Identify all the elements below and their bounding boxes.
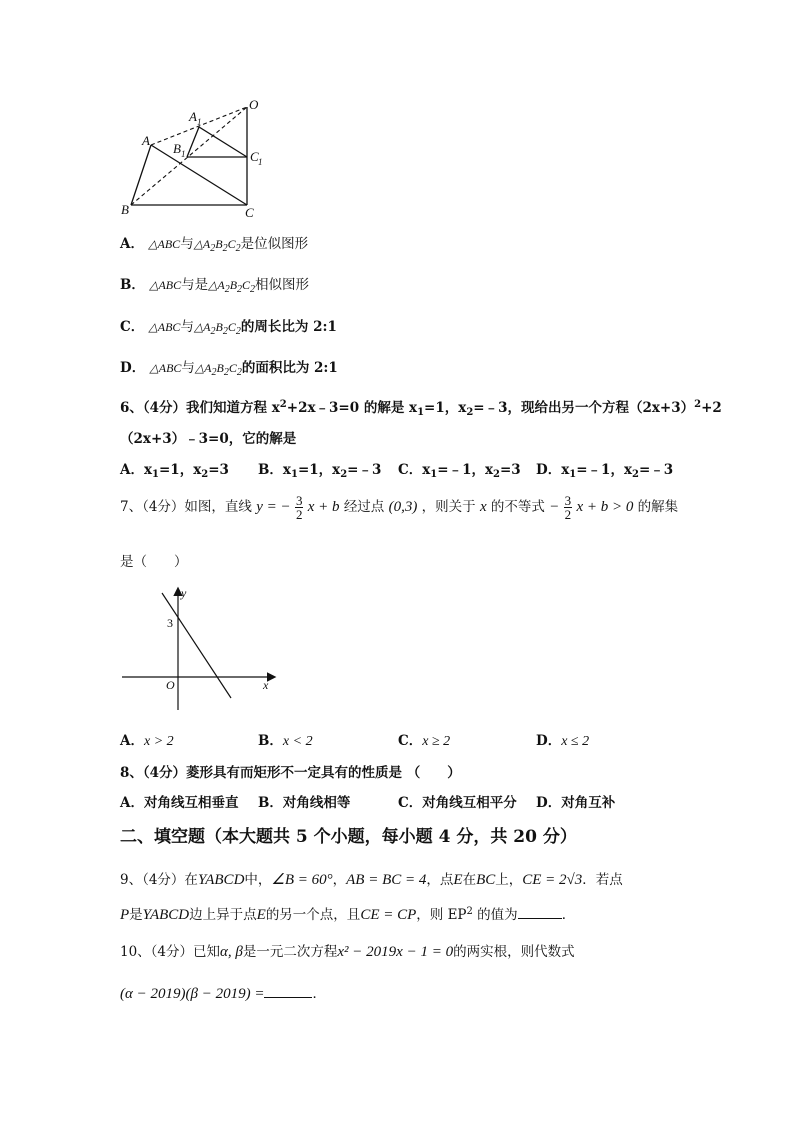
q10-stem-line1: 10、（4分）已知α, β是一元二次方程x² − 2019x − 1 = 0的两实根，则代数式 [120, 944, 575, 960]
q9-stem-line1: 9、（4分）在YABCD中，∠B = 60°，AB = BC = 4，点E在BC上，CE = 2√3．若点 [120, 872, 623, 888]
triangle-abc: △ABC [149, 278, 182, 292]
q6-option-d[interactable]: D．$x_1=﹣1$，$x_2=﹣3$ [536, 462, 674, 480]
triangle-a2b2c2: $\triangle A_2B_2C_2$ [193, 237, 241, 254]
q5-option-b[interactable]: B． △ABC与是$\triangle A_2B_2C_2$相似图形 [120, 277, 310, 295]
q8-option-b[interactable]: B．对角线相等 [258, 795, 351, 811]
q7-stem-line2: 是（ ） [120, 554, 188, 570]
option-letter: D． [120, 360, 146, 376]
q5-option-c[interactable]: C． △ABC与$\triangle A_2B_2C_2$的周长比为 2:1 [120, 319, 337, 337]
label-o: O [249, 97, 259, 112]
y-axis-label: y [181, 586, 187, 600]
q5-option-a[interactable]: A． △ABC与$\triangle A_2B_2C_2$是位似图形 [120, 236, 309, 254]
label-b1: B [173, 141, 181, 156]
answer-blank[interactable] [518, 906, 562, 919]
q8-stem: 8、（4分）菱形具有而矩形不一定具有的性质是 （ ） [120, 765, 461, 781]
label-a1: A [189, 109, 197, 124]
q7-option-d[interactable]: D．x ≤ 2 [536, 733, 590, 749]
q8-option-d[interactable]: D．对角互补 [536, 795, 616, 811]
label-c1-sub: 1 [258, 157, 263, 167]
triangle-abc: △ABC [148, 320, 181, 334]
q8-option-c[interactable]: C．对角线互相平分 [398, 795, 517, 811]
origin-label: O [166, 678, 175, 692]
label-a1-sub: 1 [197, 117, 202, 127]
triangle-a2b2c2: $\triangle A_2B_2C_2$ [208, 278, 256, 295]
q6-option-a[interactable]: A．$x_1=1$，$x_2=3$ [120, 462, 229, 480]
option-letter: A． [120, 236, 144, 252]
section-heading: 二、填空题（本大题共 5 个小题，每小题 4 分，共 20 分） [120, 827, 577, 847]
y-intercept-label: 3 [167, 616, 173, 630]
option-letter: B． [120, 277, 145, 293]
label-b: B [121, 202, 129, 217]
q9-stem-line2: P是YABCD边上异于点E的另一个点，且CE = CP，则 $EP^2$ 的值为 ． [120, 906, 576, 923]
triangle-abc: △ABC [149, 361, 182, 375]
q7-stem-line1: 7、（4分）如图，直线 y = − $\frac{3}{2}$ x + b 经过点 (0,3) ，则关于 x 的不等式 − $\frac{3}{2}$ x + b > 0 的解集 [120, 493, 679, 522]
q6-option-b[interactable]: B．$x_1=1$，$x_2=﹣3$ [258, 462, 382, 480]
fraction-3-2: $\frac{3}{2}$ [564, 493, 572, 522]
q5-option-d[interactable]: D． △ABC与$\triangle A_2B_2C_2$的面积比为 2:1 [120, 360, 338, 378]
answer-blank[interactable] [264, 985, 312, 998]
q6-stem-line2: （2x+3）﹣3=0，它的解是 [120, 431, 297, 447]
x-axis-label: x [263, 678, 269, 692]
triangle-a2b2c2: $\triangle A_2B_2C_2$ [194, 361, 242, 378]
label-c: C [245, 205, 254, 220]
q10-stem-line2: (α − 2019)(β − 2019) = ． [120, 986, 326, 1002]
q7-option-c[interactable]: C．x ≥ 2 [398, 733, 451, 749]
option-letter: C． [120, 319, 145, 335]
q6-stem-line1: 6、（4分）我们知道方程 $x^2+2x﹣3=0$ 的解是 $x_1=1$，$x_2=﹣3$，现给出另一个方程$(2x+3)^2+2$ [120, 399, 722, 418]
triangle-abc: △ABC [148, 237, 181, 251]
q8-option-a[interactable]: A．对角线互相垂直 [120, 795, 239, 811]
triangle-a2b2c2: $\triangle A_2B_2C_2$ [193, 320, 241, 337]
label-b1-sub: 1 [181, 149, 186, 159]
label-c1: C [250, 149, 259, 164]
similar-triangles-figure [115, 95, 275, 220]
q7-option-a[interactable]: A．x > 2 [120, 733, 174, 749]
fraction-3-2: $\frac{3}{2}$ [295, 493, 303, 522]
q7-option-b[interactable]: B．x < 2 [258, 733, 313, 749]
q6-option-c[interactable]: C．$x_1=﹣1$，$x_2=3$ [398, 462, 521, 480]
line-graph-figure [118, 585, 288, 715]
label-a: A [142, 133, 150, 148]
